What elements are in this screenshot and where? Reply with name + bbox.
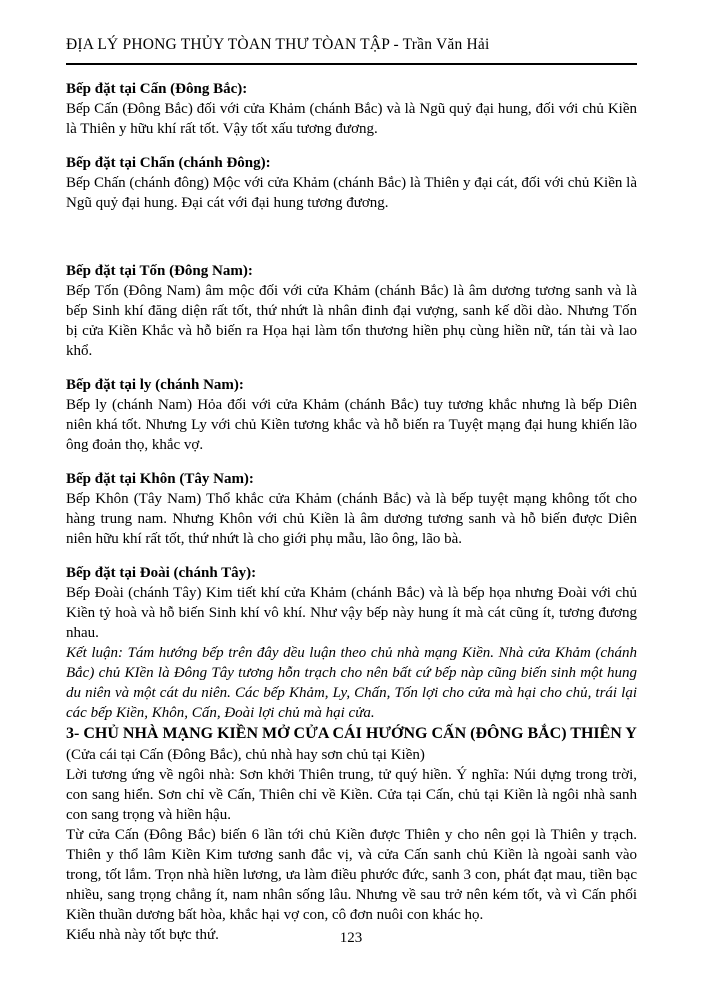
- section-body: Bếp Khôn (Tây Nam) Thổ khắc cửa Khảm (chánh Bắc) và là bếp tuyệt mạng không tốt cho hàng trung nam. Nhưng Khôn với chủ Kiền là âm dương tương sanh và hỗ biến được Diên niên hữu khí rất tốt, thứ nhứt là cho giới phụ mẫu, lão ông, lão bà.: [66, 491, 637, 547]
- kitchen-section-chan: [66, 153, 637, 213]
- section-heading: Bếp đặt tại Đoài (chánh Tây):: [66, 565, 257, 581]
- section-body: Bếp ly (chánh Nam) Hỏa đối với cửa Khảm (chánh Bắc) tuy tương khắc nhưng là bếp Diên niên khá tốt. Nhưng Ly với chủ Kiền tương khắc và hỗ biến ra Tuyệt mạng đại hung khiến lão ông đoản thọ, khắc vợ.: [66, 397, 637, 453]
- section-body: Bếp Chấn (chánh đông) Mộc với cửa Khảm (chánh Bắc) là Thiên y đại cát, đối với chủ Kiền là Ngũ quỷ đại hung. Đại cát với đại hung tương đương.: [66, 175, 637, 211]
- section-heading: Bếp đặt tại Khôn (Tây Nam):: [66, 471, 254, 487]
- conclusion-paragraph: Kết luận: Tám hướng bếp trên đây dều luận theo chủ nhà mạng Kiền. Nhà cửa Khảm (chánh Bắc) chủ KIền là Đông Tây tương hỗn trạch cho nên bất cứ bếp nàp cũng biến sinh một hung du niên và một cát du niên. Các bếp Khảm, Ly, Chấn, Tốn lợi cho cửa mà hại cho chủ, trái lại các bếp Kiền, Khôn, Cấn, Đoài lợi chủ mà hại cửa.: [66, 645, 637, 721]
- kitchen-section-can: [66, 79, 637, 139]
- section-body: Bếp Cấn (Đông Bắc) đối với cửa Khảm (chánh Bắc) và là Ngũ quỷ đại hung, đối với chủ Kiền là Thiên y hữu khí rất tốt. Vậy tốt xấu tương đương.: [66, 101, 637, 137]
- section-heading: Bếp đặt tại Chấn (chánh Đông):: [66, 155, 271, 171]
- chapter-subheading: (Cửa cái tại Cấn (Đông Bắc), chủ nhà hay sơn chủ tại Kiền): [66, 747, 425, 763]
- chapter-paragraph-2: Từ cửa Cấn (Đông Bắc) biến 6 lần tới chủ Kiền được Thiên y cho nên gọi là Thiên y trạch. Thiên y thổ lâm Kiền Kim tương sanh đắc vị, và cửa Cấn sanh chủ Kiền là ngoài sanh vào trong, tốt lắm. Trọn nhà hiền lương, ưa làm điều phước đức, sanh 3 con, phát đạt mau, tiền bạc nhiều, sang trọng chẳng ít, nam nhân sống lâu. Nhưng về sau trở nên kém tốt, và vì Cấn phối Kiền thuần dương bất hòa, khắc hại vợ con, cô đơn nuôi con khác họ.: [66, 827, 637, 923]
- section-body: Bếp Đoài (chánh Tây) Kim tiết khí cửa Khảm (chánh Bắc) và là bếp họa nhưng Đoài với chủ Kiền tỷ hoà và hỗ biến Sinh khí vô khí. Như vậy bếp này hung ít mà cát cũng ít, tương đương nhau.: [66, 585, 637, 641]
- kitchen-section-ly: [66, 375, 637, 455]
- document-header-title: ĐỊA LÝ PHONG THỦY TÒAN THƯ TÒAN TẬP - Trần Văn Hải: [66, 36, 637, 65]
- section-heading: Bếp đặt tại ly (chánh Nam):: [66, 377, 244, 393]
- kitchen-section-doai: [66, 563, 637, 643]
- kitchen-section-ton: [66, 261, 637, 361]
- document-body: [66, 79, 637, 945]
- kitchen-section-khon: [66, 469, 637, 549]
- chapter-paragraph-1: Lời tương ứng về ngôi nhà: Sơn khởi Thiên trung, tử quý hiền. Ý nghĩa: Núi dựng trong trời, con sang hiển. Sơn chỉ về Cấn, Thiên chỉ về Kiền. Cửa tại Cấn, chủ tại Kiền là ngôi nhà sanh con sang trọng và hiền hậu.: [66, 767, 637, 823]
- section-heading: Bếp đặt tại Cấn (Đông Bắc):: [66, 81, 248, 97]
- section-heading: Bếp đặt tại Tốn (Đông Nam):: [66, 263, 253, 279]
- chapter-paragraph-3: Kiểu nhà này tốt bực thứ.: [66, 927, 219, 943]
- page-number: 123: [339, 930, 363, 946]
- section-body: Bếp Tốn (Đông Nam) âm mộc đối với cửa Khảm (chánh Bắc) là âm dương tương sanh và là bếp Sinh khí đăng diện rất tốt, thứ nhứt là nhân đinh đại vượng, sanh kế dồi dào. Nhưng Tốn bị cửa Kiền Khắc và hỗ biến ra Họa hại làm tổn thương hiền phụ cùng hiền nữ, tán tài và lao khổ.: [66, 283, 637, 359]
- chapter-heading: 3- CHỦ NHÀ MẠNG KIỀN MỞ CỬA CÁI HƯỚNG CẤN (ĐÔNG BẮC) THIÊN Y: [66, 725, 637, 742]
